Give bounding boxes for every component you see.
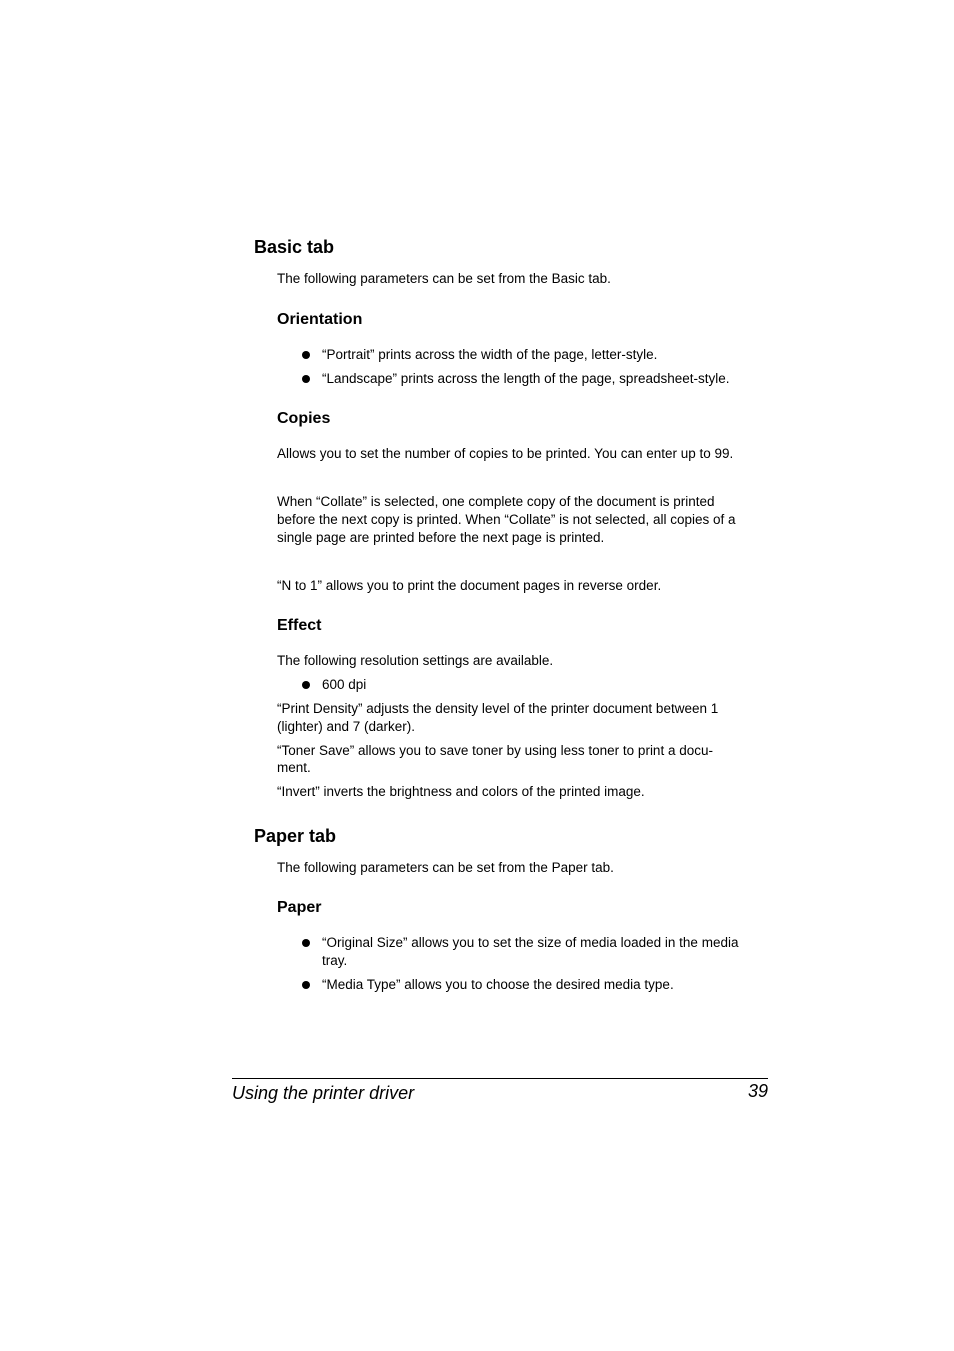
basic-tab-intro: The following parameters can be set from the Basic tab.	[277, 271, 611, 286]
basic-tab-heading: Basic tab	[254, 237, 335, 257]
paper-bullet-media-type: “Media Type” allows you to choose the desired media type.	[322, 977, 674, 992]
copies-collate-line-1: When “Collate” is selected, one complete copy of the document is printed	[277, 494, 715, 509]
copies-n-to-1: “N to 1” allows you to print the document pages in reverse order.	[277, 578, 662, 593]
paper-tab-intro: The following parameters can be set from the Paper tab.	[277, 860, 614, 875]
paper-bullet-original-size-line-2: tray.	[322, 953, 348, 968]
page-number: 39	[747, 1081, 768, 1101]
effect-invert: “Invert” inverts the brightness and colors of the printed image.	[277, 784, 645, 799]
bullet-dot	[302, 681, 310, 689]
paper-tab-heading: Paper tab	[254, 826, 337, 846]
effect-intro: The following resolution settings are available.	[277, 653, 554, 668]
bullet-dot	[302, 375, 310, 383]
copies-heading: Copies	[277, 410, 331, 427]
copies-paragraph-1: Allows you to set the number of copies to be printed. You can enter up to 99.	[277, 446, 734, 461]
effect-toner-line-2: ment.	[277, 760, 311, 775]
effect-density-line-2: (lighter) and 7 (darker).	[277, 719, 416, 734]
bullet-dot	[302, 939, 310, 947]
effect-bullet-600dpi: 600 dpi	[322, 677, 367, 692]
effect-heading: Effect	[277, 617, 322, 634]
footer-rule	[232, 1078, 768, 1079]
copies-collate-line-3: single page are printed before the next page is printed.	[277, 530, 605, 545]
orientation-heading: Orientation	[277, 311, 363, 328]
paper-bullet-original-size-line-1: “Original Size” allows you to set the size of media loaded in the media	[322, 935, 739, 950]
effect-density-line-1: “Print Density” adjusts the density level of the printer document between 1	[277, 701, 719, 716]
bullet-dot	[302, 981, 310, 989]
paper-heading: Paper	[277, 899, 322, 916]
orientation-bullet-landscape: “Landscape” prints across the length of the page, spreadsheet-style.	[322, 371, 730, 386]
footer-title: Using the printer driver	[232, 1083, 415, 1103]
bullet-dot	[302, 351, 310, 359]
copies-collate-line-2: before the next copy is printed. When “Collate” is not selected, all copies of a	[277, 512, 736, 527]
orientation-bullet-portrait: “Portrait” prints across the width of the page, letter-style.	[322, 347, 658, 362]
effect-toner-line-1: “Toner Save” allows you to save toner by using less toner to print a docu-	[277, 743, 713, 758]
